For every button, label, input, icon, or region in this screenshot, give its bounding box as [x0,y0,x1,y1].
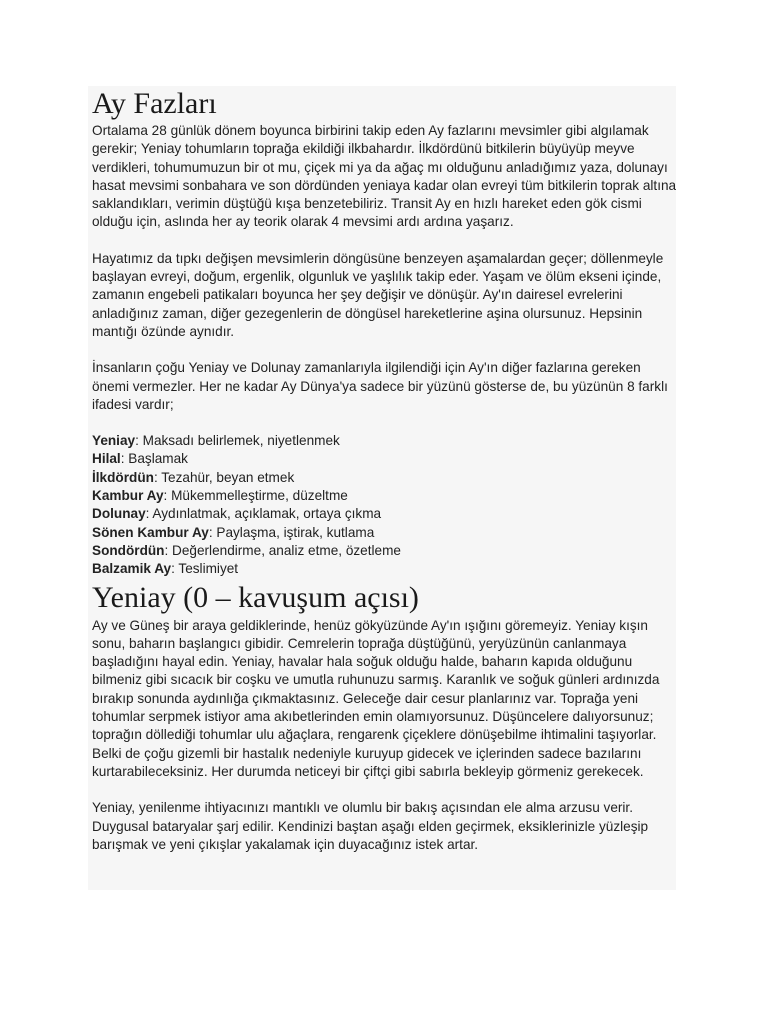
phase-description: : Mükemmelleştirme, düzeltme [163,488,348,504]
page-title: Ay Fazları [92,87,217,120]
document-content [92,86,676,854]
intro-paragraph-1: Ortalama 28 günlük dönem boyunca birbirini takip eden Ay fazlarını mevsimler gibi algılamak gerekir; Yeniay tohumların toprağa ekildiği ilkbahardır. İlkdördünü bitkilerin büyüyüp meyve verdikleri, tohumumuzun bir ot mu, çiçek mi ya da ağaç mı olduğunu anladığımız yaza, dolunayı hasat mevsimi sonbahara ve son dördünden yeniaya kadar olan evreyi tüm bitkilerin toprak altına saklandıkları, verimin düştüğü kışa benzetebiliriz. Transit Ay en hızlı hareket eden gök cismi olduğu için, aslında her ay teorik olarak 4 mevsimi ardı ardına yaşarız. [92,123,676,230]
phase-description: : Değerlendirme, analiz etme, özetleme [164,542,401,558]
intro-paragraph-2: Hayatımız da tıpkı değişen mevsimlerin döngüsüne benzeyen aşamalardan geçer; döllenmeyle başlayan evreyi, doğum, ergenlik, olgunluk ve yaşlılık takip eder. Yaşam ve ölüm ekseni içinde, zamanın engebeli patikaları boyunca her şey değişir ve dönüşür. Ay'ın dairesel evrelerini anladığınız zaman, diğer gezegenlerin de döngüsel hareketlerine aşina olursunuz. Hepsinin mantığı özünde aynıdır. [92,250,664,339]
list-item [92,542,676,560]
phase-name: Kambur Ay [92,488,164,504]
list-item [92,524,676,542]
intro-paragraph-3: İnsanların çoğu Yeniay ve Dolunay zamanlarıyla ilgilendiği için Ay'ın diğer fazlarına gereken önemi vermezler. Her ne kadar Ay Dünya'ya sadece bir yüzünü gösterse de, bu yüzünün 8 farklı ifadesi vardır; [92,360,668,412]
phase-description: : Maksadı belirlemek, niyetlenmek [135,433,340,449]
section-paragraph-1: Ay ve Güneş bir araya geldiklerinde, henüz gökyüzünde Ay'ın ışığını göremeyiz. Yeniay kışın sonu, baharın başlangıcı gibidir. Cemrelerin toprağa düştüğünü, yeryüzünün canlanmaya başladığını hayal edin. Yeniay, havalar hala soğuk olduğu halde, baharın kapıda olduğunu bilmeniz gibi sıcacık bir coşku ve umutla ruhunuzu sarmış. Karanlık ve soğuk günleri ardınızda bırakıp sonunda aydınlığa çıkmaktasınız. Geleceğe dair cesur planlarınız var. Toprağa yeni tohumlar serpmek istiyor ama akıbetlerinden emin olamıyorsunuz. Düşüncelere dalıyorsunuz; toprağın döllediği tohumlar ulu ağaçlara, rengarenk çiçeklere dönüşebilme ihtimalini taşıyorlar. Belki de çoğu gizemli bir hastalık nedeniyle kuruyup gidecek ve içlerinden sadece bazılarını kurtarabileceksiniz. Her durumda neticeyi bir çiftçi gibi sabırla bekleyip görmeniz gerekecek. [92,617,660,779]
document-page [88,86,676,890]
list-item [92,450,676,468]
section-heading: Yeniay (0 – kavuşum açısı) [92,580,419,614]
phase-name: Sondördün [92,542,165,558]
phase-description: : Aydınlatmak, açıklamak, ortaya çıkma [145,506,382,522]
list-item [92,432,676,450]
phase-description: : Teslimiyet [171,561,239,577]
phase-name: Sönen Kambur Ay [92,524,209,540]
phase-name: Hilal [92,451,121,467]
phase-description: : Başlamak [120,451,188,467]
phase-name: Dolunay [92,506,146,522]
phase-description: : Tezahür, beyan etmek [153,469,295,485]
phase-name: Yeniay [92,433,136,449]
section-paragraph-2: Yeniay, yenilenme ihtiyacınızı mantıklı ve olumlu bir bakış açısından ele alma arzusu verir. Duygusal bataryalar şarj edilir. Kendinizi baştan aşağı elden geçirmek, eksiklerinizle yüzleşip barışmak ve yeni çıkışlar yakalamak için duyacağınız istek artar. [92,800,649,852]
phase-description: : Paylaşma, iştirak, kutlama [208,524,375,540]
moon-phase-list [92,432,676,578]
list-item [92,505,676,523]
phase-name: Balzamik Ay [92,561,172,577]
list-item [92,560,676,578]
list-item [92,469,676,487]
phase-name: İlkdördün [92,469,154,485]
list-item [92,487,676,505]
